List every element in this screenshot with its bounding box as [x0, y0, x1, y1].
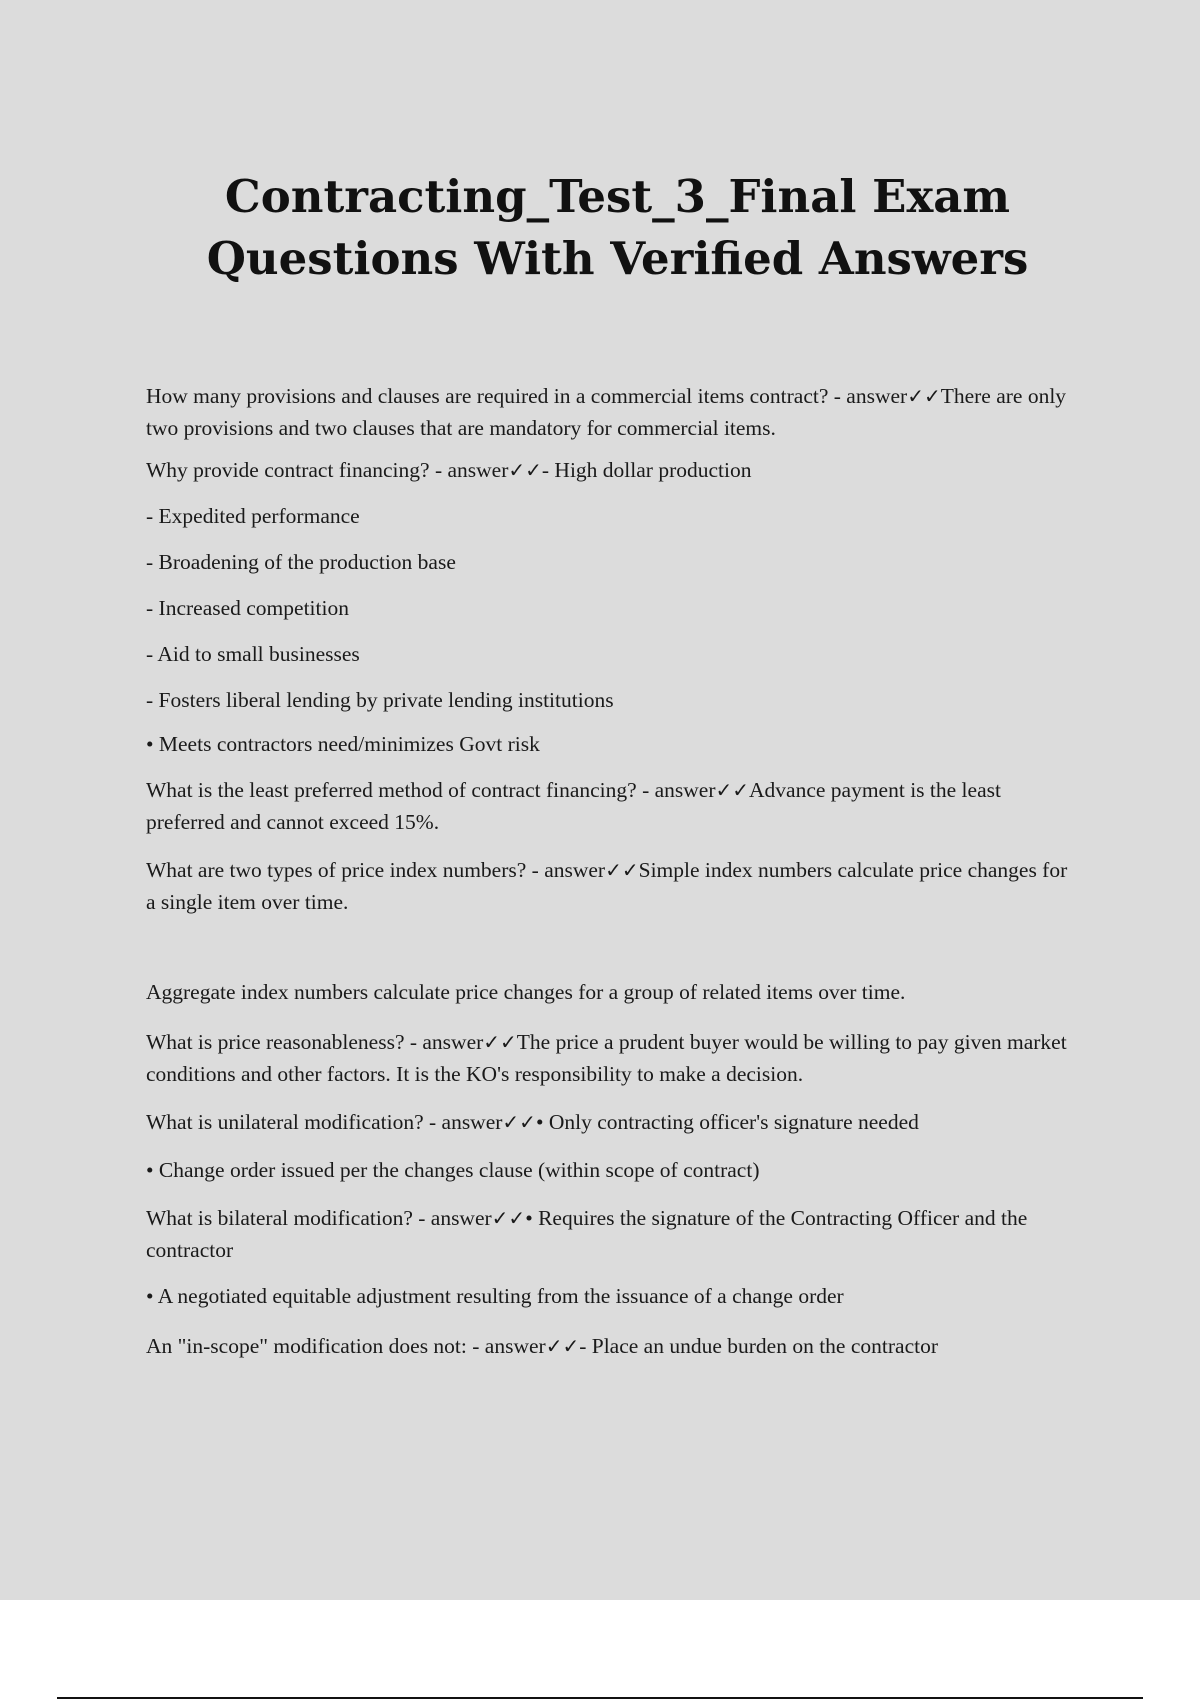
list-item: • Meets contractors need/minimizes Govt risk: [146, 732, 540, 756]
checkmark-icon: ✓✓: [545, 1334, 580, 1358]
qa-paragraph: What is price reasonableness? - answer✓✓The price a prudent buyer would be willing to pay given market conditions and other factors. It is the KO's responsibility to make a decision.: [146, 1030, 1067, 1086]
list-item: - Increased competition: [146, 596, 349, 620]
qa-paragraph: What is the least preferred method of contract financing? - answer✓✓Advance payment is the least preferred and cannot exceed 15%.: [146, 778, 1001, 834]
checkmark-icon: ✓✓: [715, 778, 750, 802]
footer-divider: [57, 1697, 1143, 1699]
checkmark-icon: ✓✓: [491, 1206, 526, 1230]
checkmark-icon: ✓✓: [502, 1110, 536, 1134]
list-item: - Fosters liberal lending by private lending institutions: [146, 688, 614, 712]
list-item: - Broadening of the production base: [146, 550, 456, 574]
list-item: • Change order issued per the changes clause (within scope of contract): [146, 1158, 760, 1182]
list-item: - Aid to small businesses: [146, 642, 360, 666]
qa-paragraph: Why provide contract financing? - answer✓✓- High dollar production: [146, 458, 752, 482]
qa-paragraph: An "in-scope" modification does not: - answer✓✓- Place an undue burden on the contractor: [146, 1334, 938, 1358]
answer-continuation: Aggregate index numbers calculate price changes for a group of related items over time.: [146, 980, 906, 1004]
qa-paragraph: How many provisions and clauses are required in a commercial items contract? - answer✓✓There are only two provisions and two clauses that are mandatory for commercial items.: [146, 384, 1067, 440]
qa-paragraph: What is bilateral modification? - answer✓✓• Requires the signature of the Contracting Officer and the contractor: [146, 1206, 1028, 1262]
qa-paragraph: What is unilateral modification? - answer✓✓• Only contracting officer's signature needed: [146, 1110, 919, 1134]
checkmark-icon: ✓✓: [483, 1030, 517, 1054]
list-item: - Expedited performance: [146, 504, 360, 528]
list-item: • A negotiated equitable adjustment resulting from the issuance of a change order: [146, 1284, 844, 1308]
qa-paragraph: What are two types of price index numbers? - answer✓✓Simple index numbers calculate price changes for a single item over time.: [146, 858, 1068, 914]
document-body: [146, 380, 1071, 1362]
checkmark-icon: ✓✓: [907, 384, 941, 408]
checkmark-icon: ✓✓: [605, 858, 639, 882]
document-title: Contracting_Test_3_Final Exam Questions With Verified Answers: [206, 170, 1029, 285]
checkmark-icon: ✓✓: [508, 458, 542, 482]
